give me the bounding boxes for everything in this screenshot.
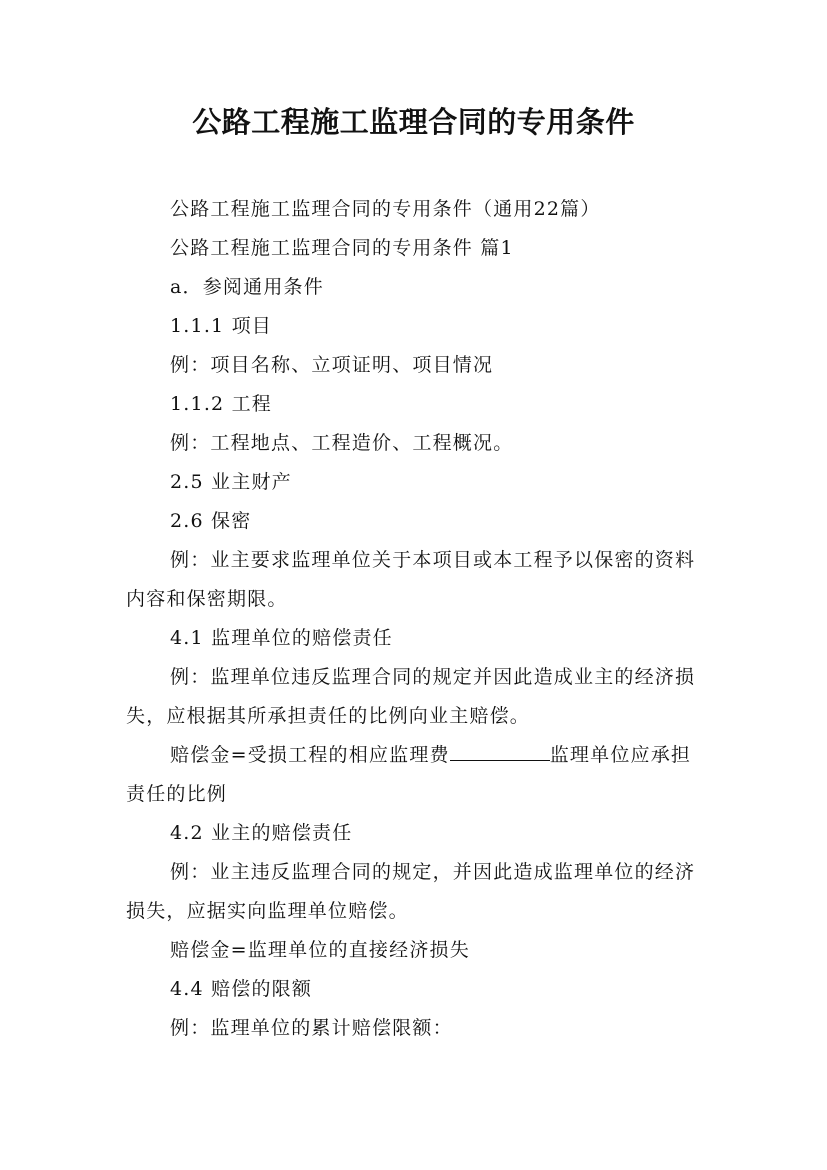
paragraph: 公路工程施工监理合同的专用条件 篇1 xyxy=(170,237,514,259)
paragraph: 4.2 业主的赔偿责任 xyxy=(170,822,353,844)
formula-prefix: 赔偿金=受损工程的相应监理费 xyxy=(170,744,450,766)
paragraph: 例：监理单位的累计赔偿限额： xyxy=(170,1017,453,1039)
paragraph: 2.6 保密 xyxy=(170,510,252,532)
formula-suffix: 监理单位应承担责任的比例 xyxy=(126,744,692,805)
paragraph: 2.5 业主财产 xyxy=(170,471,292,493)
paragraph: a．参阅通用条件 xyxy=(170,276,324,298)
paragraph: 例：工程地点、工程造价、工程概况。 xyxy=(170,432,514,454)
paragraph: 4.4 赔偿的限额 xyxy=(170,978,313,1000)
paragraph: 例：业主要求监理单位关于本项目或本工程予以保密的资料内容和保密期限。 xyxy=(126,549,696,610)
document-body xyxy=(126,190,704,1048)
document-title: 公路工程施工监理合同的专用条件 xyxy=(192,105,635,139)
paragraph: 1.1.1 项目 xyxy=(170,315,272,337)
paragraph: 公路工程施工监理合同的专用条件（通用22篇） xyxy=(170,198,601,220)
formula-blank-line xyxy=(450,738,550,761)
paragraph: 赔偿金=监理单位的直接经济损失 xyxy=(170,939,470,961)
paragraph: 例：业主违反监理合同的规定，并因此造成监理单位的经济损失，应据实向监理单位赔偿。 xyxy=(126,861,696,922)
paragraph: 1.1.2 工程 xyxy=(170,393,272,415)
paragraph: 例：监理单位违反监理合同的规定并因此造成业主的经济损失，应根据其所承担责任的比例向业主赔偿。 xyxy=(126,666,696,727)
paragraph: 例：项目名称、立项证明、项目情况 xyxy=(170,354,494,376)
paragraph: 4.1 监理单位的赔偿责任 xyxy=(170,627,393,649)
compensation-formula xyxy=(126,736,704,814)
